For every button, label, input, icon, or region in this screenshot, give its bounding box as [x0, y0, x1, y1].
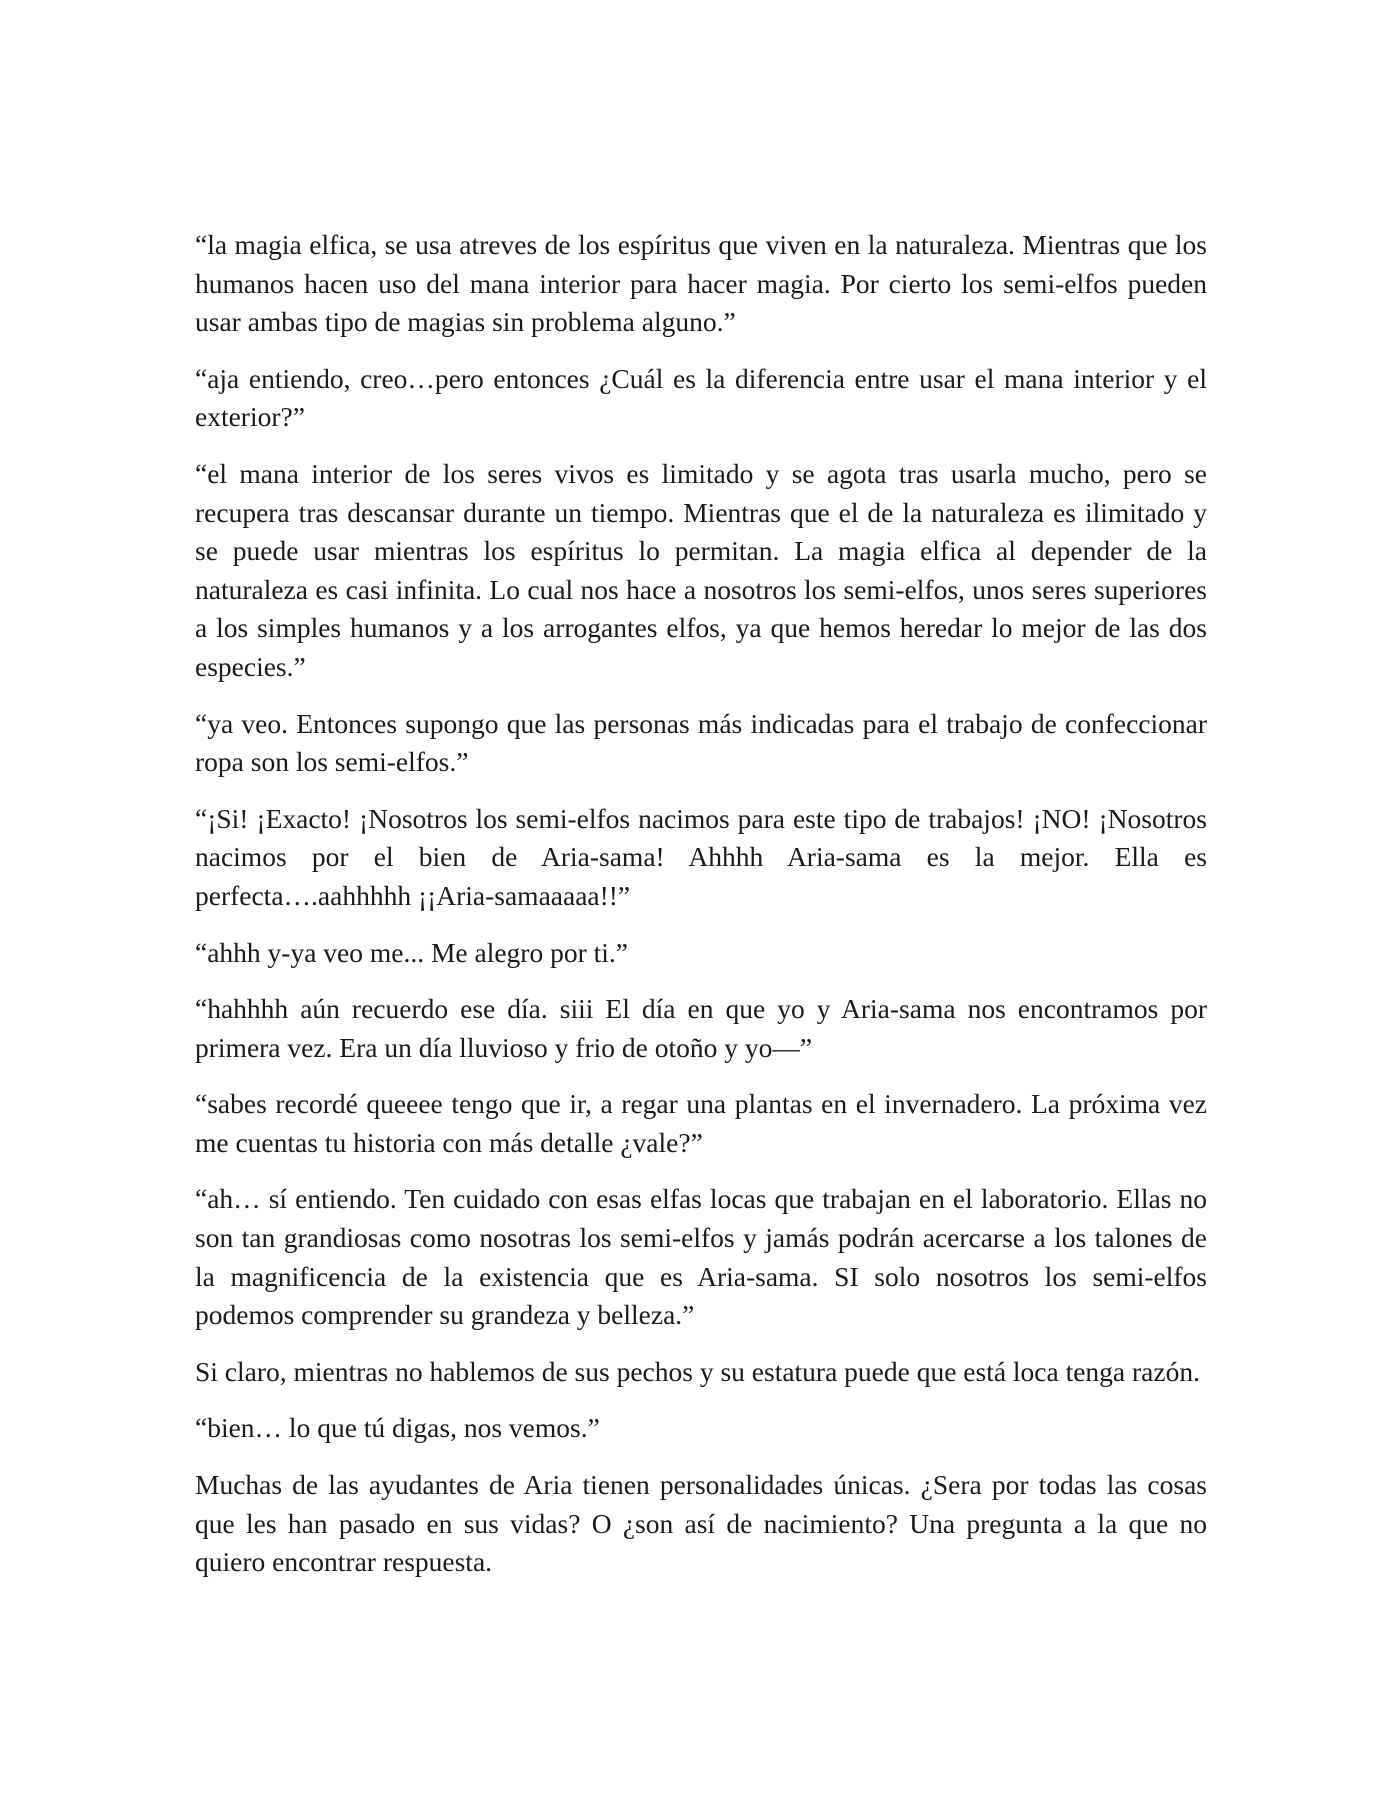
paragraph: Muchas de las ayudantes de Aria tienen personalidades únicas. ¿Sera por todas las cosas que les han pasado en sus vidas? O ¿son así de nacimiento? Una pregunta a la que no quiero encontrar respuesta. [195, 1469, 1207, 1578]
paragraph: “sabes recordé queeee tengo que ir, a regar una plantas en el invernadero. La próxima vez me cuentas tu historia con más detalle ¿vale?” [195, 1088, 1207, 1158]
paragraph: Si claro, mientras no hablemos de sus pechos y su estatura puede que está loca tenga razón. [195, 1355, 1200, 1387]
body-text [195, 226, 1207, 1600]
paragraph: “¡Si! ¡Exacto! ¡Nosotros los semi-elfos nacimos para este tipo de trabajos! ¡NO! ¡Nosotros nacimos por el bien de Aria-sama! Ahhhh Aria-sama es la mejor. Ella es perfecta….aahhhhh ¡¡Aria-samaaaaa!!” [195, 802, 1207, 911]
paragraph: “ahhh y-ya veo me... Me alegro por ti.” [195, 936, 628, 968]
paragraph: “el mana interior de los seres vivos es limitado y se agota tras usarla mucho, pero se recupera tras descansar durante un tiempo. Mientras que el de la naturaleza es ilimitado y se puede usar mientras los espíritus lo permitan. La magia elfica al depender de la naturaleza es casi infinita. Lo cual nos hace a nosotros los semi-elfos, unos seres superiores a los simples humanos y a los arrogantes elfos, ya que hemos heredar lo mejor de las dos especies.” [195, 457, 1207, 682]
paragraph: “la magia elfica, se usa atreves de los espíritus que viven en la naturaleza. Mientras que los humanos hacen uso del mana interior para hacer magia. Por cierto los semi-elfos pueden usar ambas tipo de magias sin problema alguno.” [195, 229, 1207, 338]
paragraph: “ya veo. Entonces supongo que las personas más indicadas para el trabajo de confeccionar ropa son los semi-elfos.” [195, 707, 1207, 778]
paragraph: “aja entiendo, creo…pero entonces ¿Cuál es la diferencia entre usar el mana interior y el exterior?” [195, 362, 1207, 433]
paragraph: “bien… lo que tú digas, nos vemos.” [195, 1412, 600, 1444]
paragraph: “hahhhh aún recuerdo ese día. siii El día en que yo y Aria-sama nos encontramos por primera vez. Era un día lluvioso y frio de otoño y yo—” [195, 993, 1207, 1063]
paragraph: “ah… sí entiendo. Ten cuidado con esas elfas locas que trabajan en el laboratorio. Ellas no son tan grandiosas como nosotras los semi-elfos y jamás podrán acercarse a los talones de la magnificencia de la existencia que es Aria-sama. SI solo nosotros los semi-elfos podemos comprender su grandeza y belleza.” [195, 1183, 1207, 1331]
